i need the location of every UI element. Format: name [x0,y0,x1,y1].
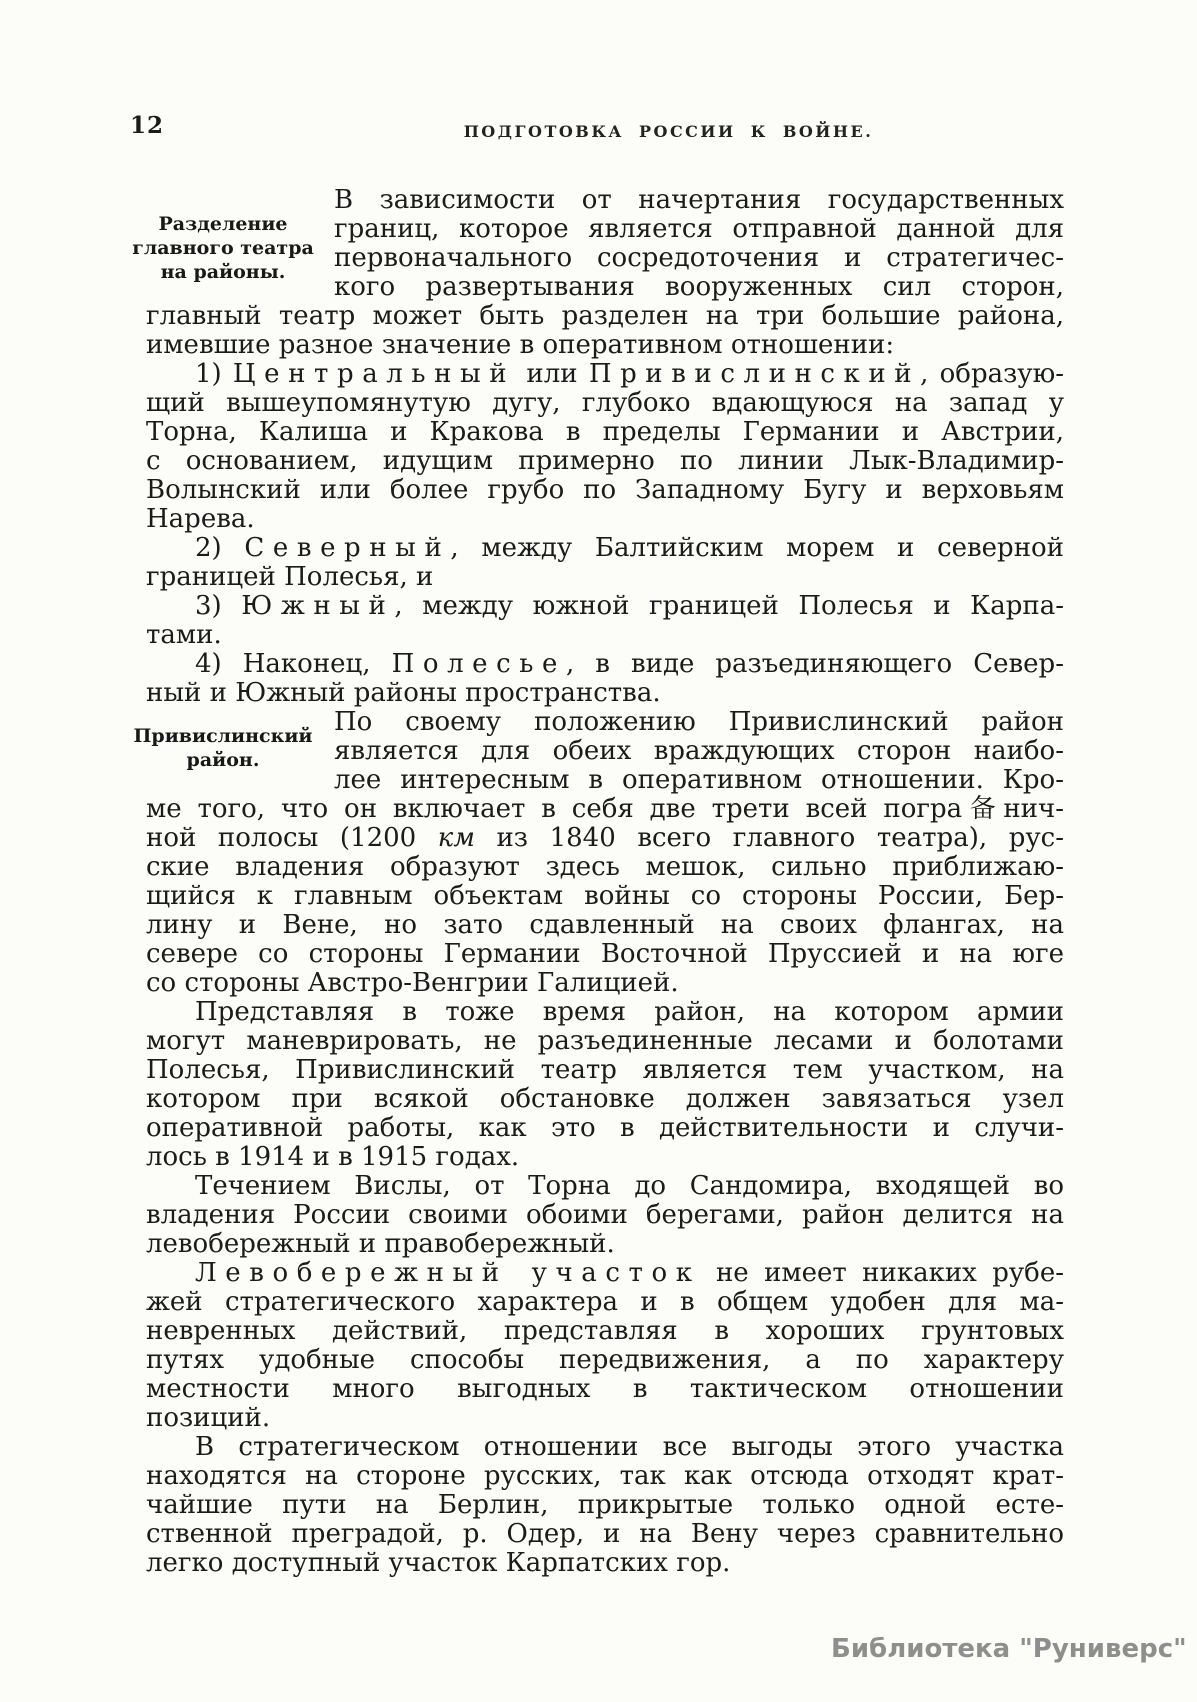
text-line: По своему положению Привислинский район [334,707,1064,737]
running-header: ПОДГОТОВКА РОССИИ К ВОЙНЕ. [463,122,874,141]
text-line: границей Полесья, и [146,562,434,592]
text-line: котором при всякой обстановке должен завязаться узел [146,1084,1064,1114]
italic-text: км [437,823,475,853]
margin-note-privislinsky [132,724,314,772]
text-line: находятся на стороне русских, так как отсюда отходят крат- [146,1461,1064,1491]
text-line: щий вышеупомянутую дугу, глубоко вдающуюся на запад у [146,388,1064,418]
text-line: Волынский или более грубо по Западному Бугу и верховьям [146,475,1064,505]
letterspaced-text: Привислинский [588,359,921,389]
paragraph [146,1259,1064,1433]
text-body [132,185,1065,1578]
text-line: Нарева. [146,504,255,534]
text-line: В зависимости от начертания государственных [334,185,1064,215]
text-line: 1) Центральный или Привислинский, образую- [195,359,1064,389]
margin-note-line: район. [186,749,260,771]
text-line: позиций. [146,1403,271,1433]
text-line: севере со стороны Германии Восточной Пруссией и на юге [146,939,1064,969]
text-line: могут маневрировать, не разъединенные лесами и болотами [146,1026,1064,1056]
margin-note-line: Разделение [158,213,288,235]
text-line: Течением Вислы, от Торна до Сандомира, входящей во [195,1171,1064,1201]
text-line: путях удобные способы передвижения, а по характеру [146,1345,1064,1375]
text-line: границ, которое является отправной данной для [334,214,1064,244]
text-line: лось в 1914 и в 1915 годах. [146,1142,520,1172]
margin-note-line: главного театра [132,237,314,259]
text-line: местности много выгодных в тактическом отношении [146,1374,1064,1404]
text-line: 4) Наконец, Полесье, в виде разъединяющего Север- [195,649,1064,679]
margin-note-line: Привислинский [133,725,313,747]
margin-note-division [132,212,314,284]
paragraph [146,1433,1064,1578]
text-line: жей стратегического характера и в общем удобен для ма- [146,1287,1064,1317]
margin-note-line: на районы. [160,261,286,283]
text-line: владения России своими обоими берегами, район делится на [146,1200,1064,1230]
text-line: оперативной работы, как это в действительности и случи- [146,1113,1064,1143]
text-line: лее интересным в оперативном отношении. Кро- [334,765,1064,795]
text-line: левобережный и правобережный. [146,1229,615,1259]
text-line: главный театр может быть разделен на три большие района, [146,301,1064,331]
text-line: ме того, что он включает в себя две трети всей погра备нич- [146,794,1064,824]
text-line: В стратегическом отношении все выгоды этого участка [195,1432,1064,1462]
text-line: ственной преградой, р. Одер, и на Вену через сравнительно [146,1519,1064,1549]
paragraph [146,1172,1064,1259]
text-line: первоначального сосредоточения и стратегичес- [334,243,1064,273]
letterspaced-text: Полесье [391,649,566,679]
letterspaced-text: Южный [241,591,395,621]
paragraph [146,650,1064,708]
paragraph [146,534,1064,592]
text-line: со стороны Австро-Венгрии Галицией. [146,968,679,998]
text-line: ские владения образуют здесь мешок, сильно приближаю- [146,852,1064,882]
text-line: Полесья, Привислинский театр является тем участком, на [146,1055,1064,1085]
letterspaced-text: Центральный [232,359,516,389]
body-paragraphs [146,186,1064,1578]
text-line: щийся к главным объектам войны со стороны России, Бер- [146,881,1064,911]
text-line: Торна, Калиша и Кракова в пределы Германии и Австрии, [146,417,1064,447]
text-line: является для обеих враждующих сторон наибо- [334,736,1064,766]
text-line: 2) Северный, между Балтийским морем и северной [195,533,1065,563]
text-line: с основанием, идущим примерно по линии Лык-Владимир- [146,446,1064,476]
text-line: невренных действий, представляя в хороших грунтовых [146,1316,1064,1346]
text-line: тами. [146,620,222,650]
text-line: легко доступный участок Карпатских гор. [146,1548,731,1578]
text-line: Левобережный участок не имеет никаких рубе- [195,1258,1065,1288]
text-line: ный и Южный районы пространства. [146,678,661,708]
letterspaced-text: Северный [244,533,451,563]
letterspaced-text: Левобережный участок [195,1258,701,1288]
text-line: лину и Вене, но зато сдавленный на своих флангах, на [146,910,1064,940]
paragraph [146,360,1064,534]
text-line: чайшие пути на Берлин, прикрытые только одной есте- [146,1490,1064,1520]
paragraph [146,592,1064,650]
text-line: Представляя в тоже время район, на котором армии [195,997,1064,1027]
text-line: ной полосы (1200 км из 1840 всего главного театра), рус- [146,823,1064,853]
text-line: кого развертывания вооруженных сил сторон, [334,272,1064,302]
paragraph [146,998,1064,1172]
page-number: 12 [130,112,165,139]
library-watermark: Библиотека "Руниверс" [831,1634,1187,1664]
text-line: имевшие разное значение в оперативном отношении: [146,330,895,360]
text-line: 3) Южный, между южной границей Полесья и Карпа- [195,591,1064,621]
